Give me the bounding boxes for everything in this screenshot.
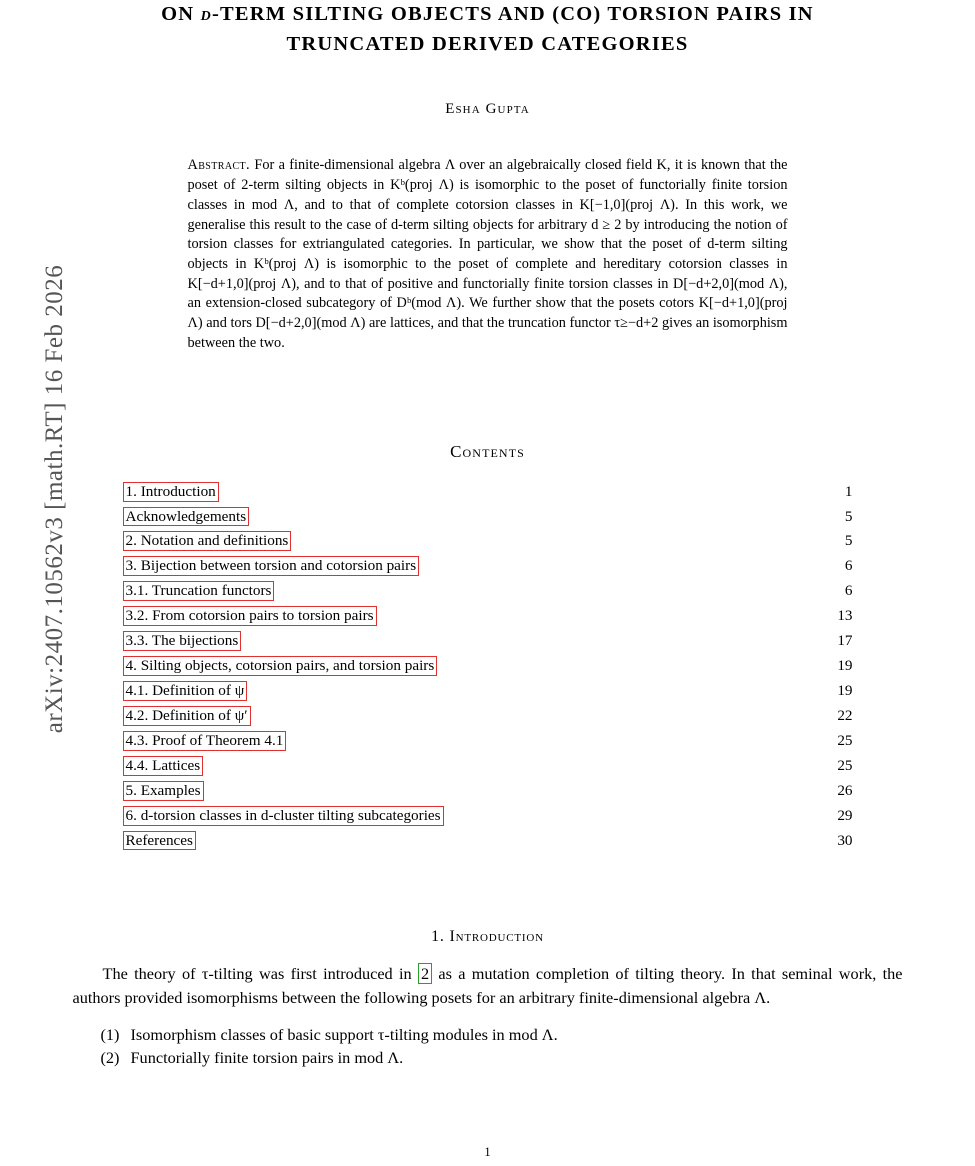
list-item	[73, 1046, 903, 1069]
page-folio: 1	[484, 1145, 491, 1159]
toc-page-number: 30	[837, 831, 853, 849]
toc-link-from-cotorsion-pairs-to-torsion-pairs[interactable]: 3.2. From cotorsion pairs to torsion pairs	[123, 606, 377, 626]
toc-link-proof-of-theorem-4-1[interactable]: 4.3. Proof of Theorem 4.1	[123, 731, 287, 751]
toc-page-number: 22	[837, 706, 853, 724]
toc-link-lattices[interactable]: 4.4. Lattices	[123, 756, 204, 776]
toc-link-acknowledgements[interactable]: Acknowledgements	[123, 507, 250, 527]
arxiv-identifier-stamp: arXiv:2407.10562v3 [math.RT] 16 Feb 2026	[41, 264, 68, 734]
author-name: Esha Gupta	[445, 101, 530, 118]
toc-row[interactable]	[123, 579, 853, 604]
list-item	[73, 1023, 903, 1046]
toc-page-number: 19	[837, 682, 853, 699]
toc-page-number: 6	[844, 557, 853, 575]
page-title	[0, 0, 975, 59]
toc-link-bijection-between-torsion-and-cotorsion-pairs[interactable]: 3. Bijection between torsion and cotorsion pairs	[123, 556, 420, 576]
citation-link[interactable]: 2	[418, 963, 432, 984]
toc-link-references[interactable]: References	[123, 831, 196, 851]
abstract-heading: Abstract.	[187, 157, 251, 174]
toc-page-number: 5	[844, 507, 853, 525]
toc-row[interactable]	[123, 480, 853, 505]
contents-heading: Contents	[450, 441, 525, 461]
toc-link-silting-objects-cotorsion-pairs-and-torsion-pairs[interactable]: 4. Silting objects, cotorsion pairs, and torsion pairs	[123, 656, 438, 676]
table-of-contents	[123, 480, 853, 854]
title-line-1: ON d-TERM SILTING OBJECTS AND (CO) TORSION PAIRS IN	[161, 3, 814, 25]
toc-row[interactable]	[123, 604, 853, 629]
toc-link-truncation-functors[interactable]: 3.1. Truncation functors	[123, 581, 275, 601]
abstract-text: For a finite-dimensional algebra Λ over an algebraically closed field K, it is known that the poset of 2-term silting objects in Kᵇ(proj Λ) is isomorphic to the poset of functorially finite torsion classes in mod Λ, and to that of complete cotorsion classes in K[−1,0](proj Λ). In this work, we generalise this result to the case of d-term silting objects for arbitrary d ≥ 2 by introducing the notion of torsion classes for extriangulated categories. In particular, we show that the poset of d-term silting objects in Kᵇ(proj Λ) is isomorphic to the poset of complete and hereditary cotorsion classes in K[−d+1,0](proj Λ), and to that of positive and functorially finite torsion classes in D[−d+2,0](mod Λ), an extension-closed subcategory of Dᵇ(mod Λ). We further show that the posets cotors K[−d+1,0](proj Λ) and tors D[−d+2,0](mod Λ) are lattices, and that the truncation functor τ≥−d+2 gives an isomorphism between the two.	[187, 157, 788, 351]
toc-row[interactable]	[123, 704, 853, 729]
toc-page-number: 1	[844, 482, 853, 500]
toc-page-number: 5	[844, 532, 853, 550]
list-item-text: Functorially finite torsion pairs in mod Λ.	[130, 1047, 404, 1067]
toc-link-definition-of-psi-prime[interactable]: 4.2. Definition of ψ′	[123, 706, 251, 726]
introduction-list	[73, 1023, 903, 1069]
toc-page-number: 17	[837, 632, 853, 650]
toc-link-definition-of-psi[interactable]: 4.1. Definition of ψ	[123, 681, 248, 701]
toc-link-notation-and-definitions[interactable]: 2. Notation and definitions	[123, 531, 292, 551]
toc-link-examples[interactable]: 5. Examples	[123, 781, 204, 801]
toc-page-number: 6	[844, 582, 853, 600]
toc-page-number: 26	[837, 781, 853, 799]
toc-row[interactable]	[123, 529, 853, 554]
toc-row[interactable]	[123, 654, 853, 679]
section-heading-introduction: 1. Introduction	[431, 928, 544, 946]
toc-row[interactable]	[123, 729, 853, 754]
toc-row[interactable]	[123, 554, 853, 579]
paragraph-text-part-1: The theory of τ-tilting was first introduced in	[102, 964, 418, 984]
toc-row[interactable]	[123, 829, 853, 854]
toc-page-number: 13	[837, 607, 853, 625]
abstract-block	[188, 156, 788, 353]
list-item-text: Isomorphism classes of basic support τ-tilting modules in mod Λ.	[130, 1024, 558, 1044]
toc-link-introduction[interactable]: 1. Introduction	[123, 482, 219, 502]
toc-page-number: 25	[837, 756, 853, 774]
toc-link-the-bijections[interactable]: 3.3. The bijections	[123, 631, 242, 651]
toc-row[interactable]	[123, 505, 853, 530]
toc-link-d-torsion-classes[interactable]: 6. d-torsion classes in d-cluster tilting subcategories	[123, 806, 444, 826]
toc-page-number: 29	[837, 806, 853, 824]
toc-row[interactable]	[123, 629, 853, 654]
title-line-2: TRUNCATED DERIVED CATEGORIES	[286, 32, 689, 55]
title-variable-d: d	[200, 3, 212, 25]
list-item-number: (2)	[100, 1047, 120, 1067]
introduction-paragraph	[73, 962, 903, 1008]
toc-row[interactable]	[123, 804, 853, 829]
paragraph-text-part-2: as a mutation completion of tilting theory. In that seminal work, the authors provided isomorphisms between the following posets for an arbitrary finite-dimensional algebra Λ.	[72, 964, 903, 1007]
toc-page-number: 25	[837, 731, 853, 749]
toc-row[interactable]	[123, 679, 853, 704]
list-item-number: (1)	[100, 1024, 120, 1044]
toc-row[interactable]	[123, 754, 853, 779]
toc-row[interactable]	[123, 779, 853, 804]
toc-page-number: 19	[837, 657, 853, 675]
